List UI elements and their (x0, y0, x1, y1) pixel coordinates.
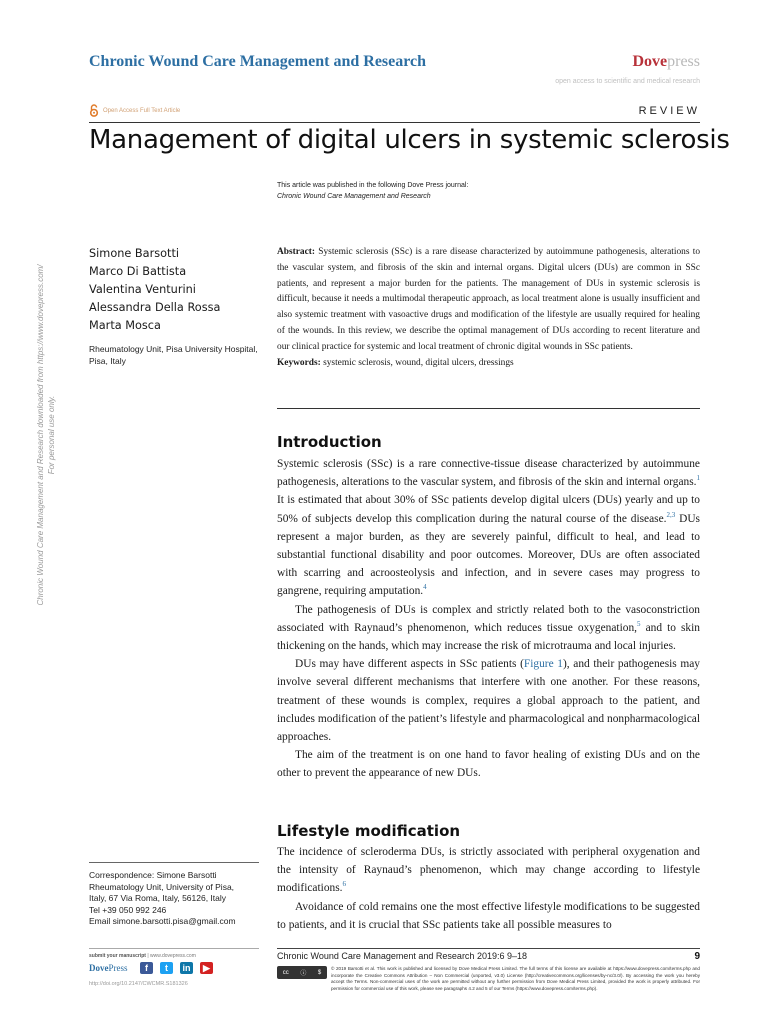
correspondence-block (89, 870, 269, 928)
author: Marta Mosca (89, 319, 161, 332)
footer-divider (277, 948, 700, 949)
journal-citation: Chronic Wound Care Management and Research 2019:6 9–18 (277, 951, 527, 961)
text-run: and to skin thickening on the hands, which may increase the risk of microtrauma and local injuries. (277, 621, 700, 653)
keywords (277, 356, 700, 372)
submit-manuscript-link[interactable] (89, 953, 196, 959)
correspondence-email[interactable]: Email simone.barsotti.pisa@gmail.com (89, 916, 236, 926)
watermark-line-2: For personal use only. (47, 395, 56, 475)
correspondence-line: Correspondence: Simone Barsotti (89, 870, 217, 880)
correspondence-line: Rheumatology Unit, University of Pisa, (89, 881, 235, 892)
citation-ref[interactable]: 4 (423, 583, 427, 592)
submit-url: | www.dovepress.com (145, 953, 196, 959)
text-run: The pathogenesis of DUs is complex and strictly related both to the vasoconstriction associated with Raynaud’s phenomenon, which reduces tissue oxygenation, (277, 603, 700, 634)
license-text: © 2019 Barsotti et al. This work is published and licensed by Dove Medical Press Limited. The full terms of this license are available at https://www.dovepress.com/terms.php and incorporate the Creative Commons Attribution – Non Commercial (unported, v3.0) License (http://creativecommons.org/licenses/by-nc/3.0/). By accessing the work you hereby accept the Terms. Non-commercial uses of the work are permitted without any further permission from Dove Medical Press Limited, provided the work is properly attributed. For permission for commercial use of this work, please see paragraphs 4.2 and 5 of our Terms (https://www.dovepress.com/terms.php). (331, 966, 700, 992)
text-run: DUs may have different aspects in SSc patients ( (295, 658, 524, 671)
correspondence-line: Tel +39 050 992 246 (89, 904, 167, 915)
text-run: It is estimated that about 30% of SSc patients develop digital ulcers (DUs) yearly and up to 50% of subjects develop this complication during the natural course of the disease. (277, 494, 700, 525)
license-block (277, 966, 700, 993)
introduction-body (277, 455, 700, 783)
paragraph: The aim of the treatment is on one hand to favor healing of existing DUs and on the other to prevent the appearance of new DUs. (277, 749, 700, 780)
text-run: Systemic sclerosis (SSc) is a rare connective-tissue disease characterized by autoimmune pathogenesis, alterations to the vascular system, and fibrosis of the skin and internal organs. (277, 458, 700, 489)
correspondence-divider (89, 862, 259, 863)
keywords-list: systemic sclerosis, wound, digital ulcers, dressings (323, 357, 514, 368)
citation-ref[interactable]: 5 (637, 620, 641, 629)
paragraph (277, 843, 700, 898)
text-run: DUs represent a major burden, as they are severely painful, difficult to heal, and lead to substantial functional disability and poor outcomes. Moreover, DUs are often associated with scarring and acroosteolysis and infection, and in severe cases may progress to gangrene, requiring amputation. (277, 512, 700, 598)
publication-note-line: This article was published in the following Dove Press journal: (277, 182, 469, 189)
section-heading-lifestyle: Lifestyle modification (277, 822, 461, 840)
social-links (140, 962, 213, 974)
author-affiliation: Rheumatology Unit, Pisa University Hospital, Pisa, Italy (89, 344, 258, 366)
logo-press: Press (108, 963, 128, 973)
download-watermark (16, 225, 76, 645)
publication-note (277, 180, 468, 202)
footer-dovepress-logo[interactable] (89, 963, 128, 973)
creative-commons-badge-icon[interactable]: cc ⓘ $ (277, 966, 327, 979)
text-run: ), and their pathogenesis may involve several different mechanisms that interfere with one another. For these reasons, treatment of these wounds is complex, requires a global approach to the patient, and includes modification of the patient’s lifestyle and pharmacological and nonpharmacological approaches. (277, 658, 700, 744)
abstract (277, 245, 700, 371)
author: Simone Barsotti (89, 247, 180, 260)
page-number: 9 (694, 951, 700, 962)
open-access-label: Open Access Full Text Article (103, 107, 181, 114)
journal-name[interactable]: Chronic Wound Care Management and Research (89, 53, 427, 70)
logo-dove: Dove (632, 53, 668, 70)
facebook-icon[interactable]: f (140, 962, 153, 974)
paragraph (277, 455, 700, 601)
submit-label: submit your manuscript (89, 953, 146, 959)
correspondence-line: Italy, 67 Via Roma, Italy, 56126, Italy (89, 893, 227, 903)
citation-ref[interactable]: 2,3 (666, 510, 676, 519)
logo-dove: Dove (89, 963, 109, 973)
linkedin-icon[interactable]: in (180, 962, 193, 974)
figure-link[interactable]: Figure 1 (523, 658, 563, 671)
author: Alessandra Della Rossa (89, 301, 221, 314)
author-list (89, 245, 220, 335)
logo-press: press (667, 53, 700, 70)
abstract-label: Abstract: (277, 247, 316, 257)
dovepress-logo[interactable] (632, 53, 700, 71)
open-access-badge (89, 104, 180, 117)
citation-ref[interactable]: 1 (696, 474, 700, 483)
author: Marco Di Battista (89, 265, 187, 278)
abstract-body: Systemic sclerosis (SSc) is a rare disease characterized by autoimmune pathogenesis, alterations to the vascular system, and fibrosis of the skin and internal organs. Digital ulcers (DUs) are common in SSc patients, and represent a major burden for the patients. The management of DUs in systemic sclerosis is difficult, because it needs a multimodal therapeutic approach, as local treatment alone is usually insufficient and also systemic treatment with vasoactive drugs and modification of the lifestyle are usually required for healing of the wounds. In this review, we describe the optimal management of DUs according to recent literature and our clinical practice for systemic and local treatment of chronic digital wounds in SSc patients. (277, 247, 701, 352)
publisher-tagline: open access to scientific and medical research (555, 78, 700, 85)
abstract-divider (277, 408, 700, 409)
paragraph (277, 601, 700, 656)
abstract-text (277, 245, 700, 356)
doi-link[interactable]: http://doi.org/10.2147/CWCMR.S181326 (89, 981, 188, 987)
watermark-line-1: Chronic Wound Care Management and Research downloaded from https://www.dovepress.com/ (36, 264, 45, 606)
footer-left-divider (89, 948, 259, 949)
text-run: The incidence of scleroderma DUs, is strictly associated with peripheral oxygenation and the intensity of Raynaud’s phenomenon, which may change according to lifestyle modifications. (277, 846, 700, 895)
youtube-icon[interactable]: ▶ (200, 962, 213, 974)
header-divider (89, 122, 700, 123)
section-heading-introduction: Introduction (277, 433, 382, 451)
citation-ref[interactable]: 6 (342, 880, 346, 889)
paragraph (277, 655, 700, 746)
open-access-icon (89, 104, 99, 117)
keywords-label: Keywords: (277, 357, 321, 368)
paragraph: Avoidance of cold remains one the most effective lifestyle modifications to be suggested to patients, and it is crucial that SSc patients take all possible measures to (277, 900, 700, 931)
twitter-icon[interactable]: t (160, 962, 173, 974)
article-type: REVIEW (638, 105, 700, 117)
article-title: Management of digital ulcers in systemic sclerosis (89, 125, 730, 155)
author: Valentina Venturini (89, 283, 196, 296)
publication-note-journal: Chronic Wound Care Management and Research (277, 193, 431, 200)
lifestyle-body (277, 843, 700, 934)
